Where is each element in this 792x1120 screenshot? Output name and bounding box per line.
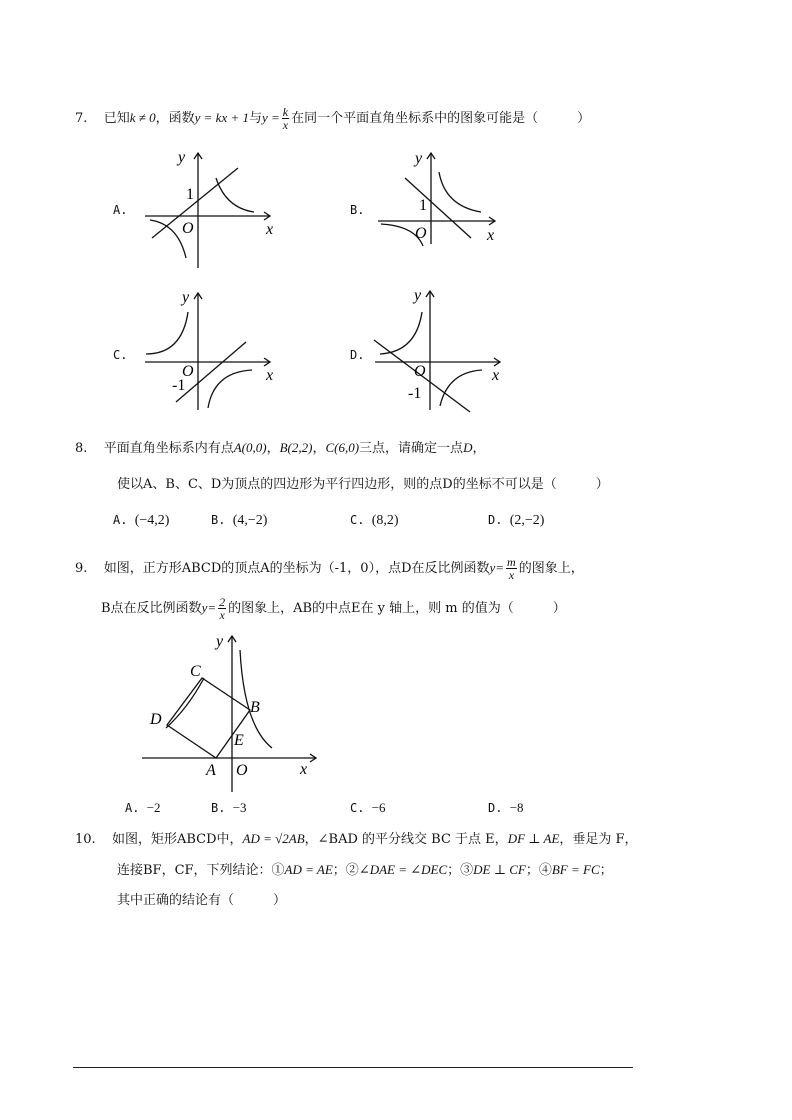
- q8-sep2: ，: [312, 441, 326, 456]
- q7-option-a-label: A.: [113, 203, 128, 217]
- q10-text-c: ，垂足为 F，: [559, 832, 638, 847]
- q9-option-d: [488, 800, 524, 816]
- q9-origin-label: O: [236, 762, 248, 779]
- q7d-intercept-label: -1: [408, 385, 422, 402]
- q7d-y-label: y: [414, 287, 422, 304]
- q9-func2-lhs: y=: [201, 600, 217, 615]
- q7c-origin-label: O: [182, 363, 194, 380]
- q7-text-c: 与: [248, 111, 262, 126]
- q8-point-d: D: [463, 440, 473, 455]
- q9-option-a-value: −2: [146, 800, 161, 815]
- q7a-x-label: x: [266, 221, 274, 238]
- q9-point-e-label: E: [234, 732, 244, 749]
- q7a-y-label: y: [178, 149, 186, 166]
- q9-text-c: B点在反比例函数: [101, 601, 202, 616]
- q8-option-d: [488, 513, 544, 529]
- q9-figure: [140, 630, 330, 795]
- q10-text-g: ；④: [525, 863, 552, 878]
- q9-option-b: [211, 800, 247, 816]
- q9-line2: [101, 596, 566, 621]
- q7a-intercept-label: 1: [186, 186, 194, 203]
- q8-option-b-label: B.: [211, 513, 226, 527]
- q10-conclusion-3: DE ⊥ CF: [473, 862, 526, 877]
- q9-option-c: [350, 800, 386, 816]
- q10-eq2: DF ⊥ AE: [507, 831, 560, 846]
- q10-conclusion-2: ∠DAE = ∠DEC: [358, 862, 448, 877]
- q8-text-b: 三点，请确定一点: [359, 441, 464, 456]
- q7d-x-label: x: [492, 367, 500, 384]
- q7-text-a: 已知: [103, 111, 130, 126]
- q8-option-b: [211, 513, 267, 529]
- q8-option-c: [350, 513, 399, 529]
- q10-text-e: ；②: [332, 863, 359, 878]
- q10-conclusion-1: AD = AE: [284, 862, 333, 877]
- q9-point-b-label: B: [250, 699, 260, 716]
- q7-option-d-graph: [372, 286, 512, 411]
- q7c-y-label: y: [182, 289, 190, 306]
- q9-option-a-label: A.: [125, 801, 140, 815]
- q8-option-c-label: C.: [350, 513, 365, 527]
- q9-text-b: 的图象上，: [518, 561, 584, 576]
- q7a-origin-label: O: [182, 220, 194, 237]
- q7b-intercept-label: 1: [419, 197, 427, 214]
- q8-text-a: 平面直角坐标系内有点: [103, 441, 234, 456]
- q9-text-a: 如图，正方形ABCD的顶点A的坐标为（-1，0），点D在反比例函数: [103, 561, 490, 576]
- q7d-origin-label: O: [414, 363, 426, 380]
- q8-option-a-label: A.: [113, 513, 128, 527]
- q10-text-a: 如图，矩形ABCD中，: [111, 832, 243, 847]
- q7c-intercept-label: -1: [172, 377, 186, 394]
- q8-option-b-value: (4,−2): [232, 513, 268, 528]
- q8-option-a: [113, 513, 169, 529]
- q7-number: 7.: [75, 111, 88, 126]
- q7b-x-label: x: [487, 227, 495, 244]
- q8-text-c: ，: [472, 441, 486, 456]
- q10-text-h: ；: [599, 863, 613, 878]
- q9-func1-fraction: $\frac{m}{x}$: [507, 555, 516, 582]
- q8-point-c: C(6,0): [325, 440, 360, 455]
- q8-option-d-label: D.: [488, 513, 503, 527]
- q10-text-b: ，∠BAD 的平分线交 BC 于点 E，: [304, 832, 508, 847]
- q10-conclusion-4: BF = FC: [551, 862, 600, 877]
- q7b-y-label: y: [415, 150, 423, 167]
- q9-option-a: [125, 800, 161, 816]
- q7-function-linear: y = kx + 1: [194, 110, 249, 125]
- q9-x-label: x: [300, 761, 308, 778]
- q10-number: 10.: [75, 832, 96, 847]
- q10-eq1: AD = √2AB: [242, 831, 305, 846]
- q8-line2: 使以A、B、C、D为顶点的四边形为平行四边形，则的点D的坐标不可以是（ ）: [117, 477, 609, 492]
- q9-option-c-value: −6: [371, 800, 386, 815]
- q9-text-d: 的图象上，AB的中点E在 y 轴上，则 m 的值为（ ）: [228, 601, 566, 616]
- q10-line1: [75, 831, 638, 848]
- q10-line2: [117, 862, 613, 879]
- q8-option-c-value: (8,2): [371, 513, 399, 528]
- q8-option-a-value: (−4,2): [134, 513, 170, 528]
- q9-y-label: y: [216, 633, 224, 650]
- q8-point-a: A(0,0): [233, 440, 267, 455]
- q9-option-c-label: C.: [350, 801, 365, 815]
- q10-line3: 其中正确的结论有（ ）: [117, 893, 287, 908]
- q7-option-a-graph: [142, 148, 282, 273]
- q9-func2-fraction: $\frac{2}{x}$: [219, 595, 226, 622]
- q7-option-c-graph: [142, 288, 282, 413]
- q7-text-d: 在同一个平面直角坐标系中的图象可能是（ ）: [291, 111, 591, 126]
- q8-option-d-value: (2,−2): [509, 513, 545, 528]
- footer-divider: [73, 1067, 633, 1068]
- q9-option-d-label: D.: [488, 801, 503, 815]
- q9-option-d-value: −8: [509, 800, 524, 815]
- q7-option-c-label: C.: [113, 348, 128, 362]
- q7-option-b-label: B.: [350, 203, 365, 217]
- q9-option-b-value: −3: [232, 800, 247, 815]
- q9-point-a-label: A: [206, 762, 216, 779]
- q7-text-b: ，函数: [155, 111, 195, 126]
- q7-function-inverse-lhs: y =: [262, 110, 280, 125]
- q7-condition: k ≠ 0: [129, 110, 156, 125]
- q9-func1-lhs: y=: [489, 560, 505, 575]
- q8-number: 8.: [75, 441, 88, 456]
- q9-option-b-label: B.: [211, 801, 226, 815]
- q8-point-b: B(2,2): [279, 440, 313, 455]
- q8-line1: [75, 440, 485, 457]
- q7c-x-label: x: [266, 367, 274, 384]
- q7-option-d-label: D.: [350, 348, 365, 362]
- q9-point-d-label: D: [150, 711, 162, 728]
- q9-point-c-label: C: [190, 663, 201, 680]
- q7-stem: [75, 106, 590, 131]
- q7b-origin-label: O: [415, 225, 427, 242]
- q7-option-b-graph: [375, 148, 505, 248]
- q10-text-f: ；③: [447, 863, 474, 878]
- q9-line1: [75, 556, 584, 581]
- q9-number: 9.: [75, 561, 88, 576]
- q8-sep1: ，: [266, 441, 280, 456]
- q7-fraction: $\frac{k}{x}$: [282, 105, 289, 132]
- q10-text-d: 连接BF，CF，下列结论：①: [117, 863, 285, 878]
